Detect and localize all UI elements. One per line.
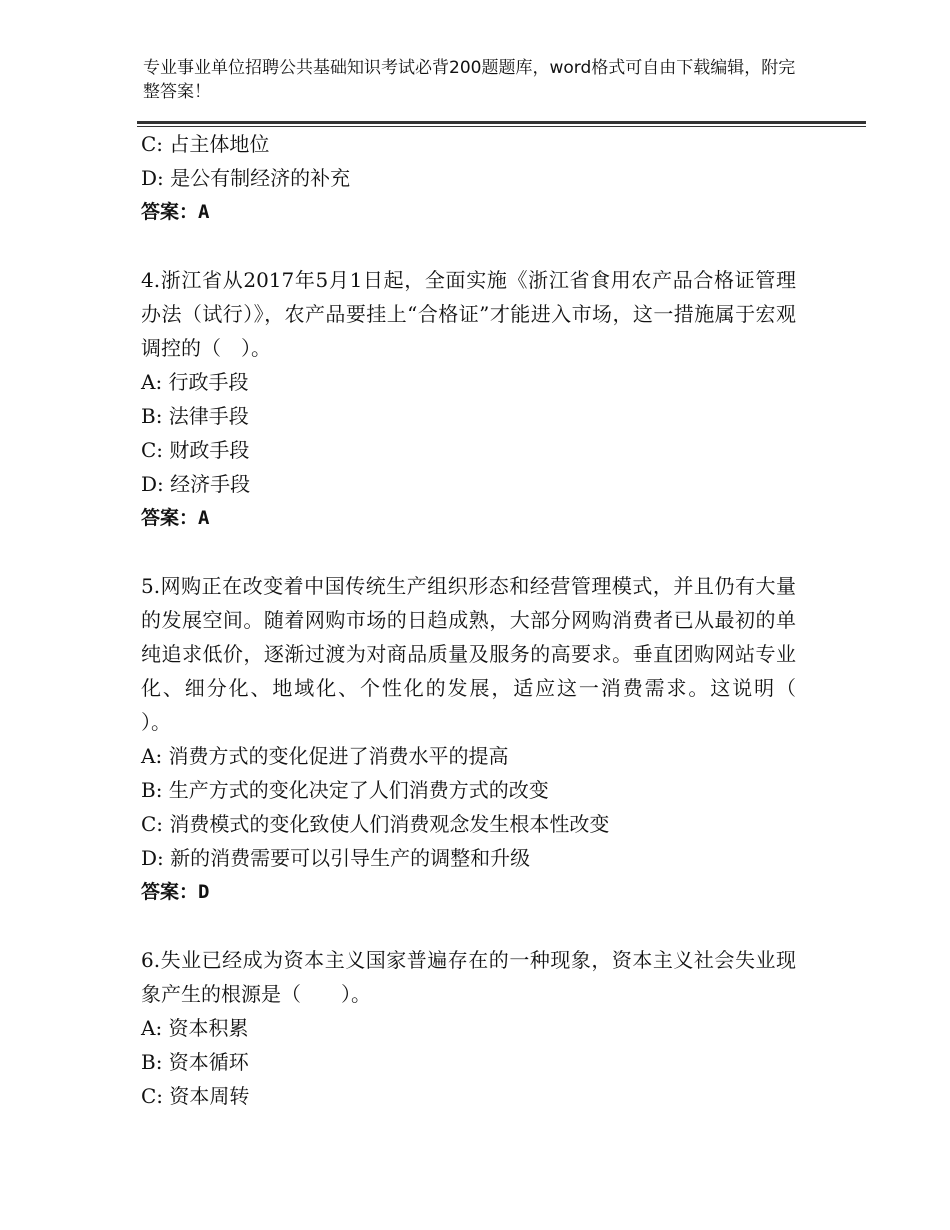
q5-answer [141, 875, 801, 909]
q5-answer-label: 答案： [141, 881, 199, 903]
q5-option-a: A: 消费方式的变化促进了消费水平的提高 [141, 744, 509, 768]
question-content [141, 127, 836, 1113]
q4-option-b: B: 法律手段 [141, 404, 249, 428]
q5-option-d: D: 新的消费需要可以引导生产的调整和升级 [141, 846, 531, 870]
spacer [141, 229, 801, 263]
q3-option-c: C: 占主体地位 [141, 132, 270, 156]
q6-option-b: B: 资本循环 [141, 1050, 249, 1074]
document-header: 专业事业单位招聘公共基础知识考试必背200题题库，word格式可自由下载编辑，附完整答案！ [143, 58, 796, 102]
q5-answer-key: D [198, 881, 210, 903]
q4-answer [141, 501, 801, 535]
q5-option-b: B: 生产方式的变化决定了人们消费方式的改变 [141, 778, 549, 802]
q3-answer [141, 195, 801, 229]
q4-stem: 4.浙江省从2017年5月1日起，全面实施《浙江省食用农产品合格证管理办法（试行）》，农产品要挂上“合格证”才能进入市场，这一措施属于宏观调控的（ ）。 [141, 268, 796, 360]
q3-answer-key: A [198, 201, 210, 223]
q4-option-a: A: 行政手段 [141, 370, 249, 394]
q6-stem: 6.失业已经成为资本主义国家普遍存在的一种现象，资本主义社会失业现象产生的根源是（ ）。 [141, 948, 796, 1006]
q4-option-d: D: 经济手段 [141, 472, 251, 496]
q6-option-c: C: 资本周转 [141, 1084, 250, 1108]
spacer [141, 909, 801, 943]
q5-stem: 5.网购正在改变着中国传统生产组织形态和经营管理模式，并且仍有大量的发展空间。随着网购市场的日趋成熟，大部分网购消费者已从最初的单纯追求低价，逐渐过渡为对商品质量及服务的高要求。垂直团购网站专业化、细分化、地域化、个性化的发展，适应这一消费需求。这说明（ ）。 [141, 574, 836, 734]
q5-option-c: C: 消费模式的变化致使人们消费观念发生根本性改变 [141, 812, 610, 836]
q4-option-c: C: 财政手段 [141, 438, 250, 462]
q3-answer-label: 答案： [141, 201, 199, 223]
q3-option-d: D: 是公有制经济的补充 [141, 166, 351, 190]
spacer [141, 535, 801, 569]
q4-answer-key: A [198, 507, 210, 529]
q4-answer-label: 答案： [141, 507, 199, 529]
q6-option-a: A: 资本积累 [141, 1016, 249, 1040]
